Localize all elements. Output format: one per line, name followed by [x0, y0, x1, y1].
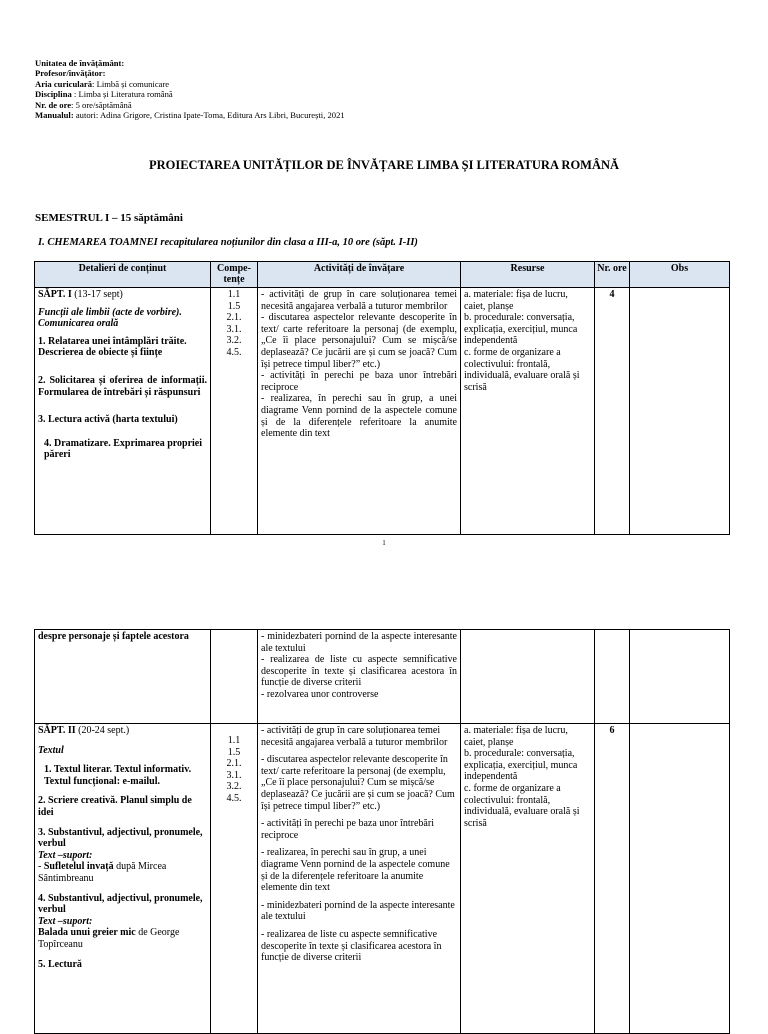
continuation-resources	[461, 630, 595, 724]
week2-topic: Textul	[38, 744, 64, 756]
table-row	[35, 630, 730, 724]
week2-hours: 6	[595, 724, 630, 1034]
planning-table-page2	[34, 629, 730, 1034]
week2-item-4: 4. Substantivul, adjectivul, pronumele, verbul	[38, 892, 203, 916]
week1-item-1: 1. Relatarea unei întâmplări trăite. Descrierea de obiecte și ființe	[38, 335, 187, 359]
hours-line: Nr. de ore: 5 ore/săptămână	[35, 99, 132, 110]
week1-content: SĂPT. I (13-17 sept) Funcții ale limbii (acte de vorbire). Comunicarea orală 1. Relatarea unei întâmplări trăite. Descrierea de obiecte și ființe 2. Solicitarea și oferirea de informații. Formularea de întrebări și răspunsuri 3. Lectura activă (harta textului) 4. Dramatizare. Exprimarea propriei păreri	[35, 288, 211, 535]
week2-obs	[630, 724, 730, 1034]
week1-resources: a. materiale: fișa de lucru, caiet, planșe b. procedurale: conversația, explicația, exercițiul, munca independentă c. forme de organizare a colectivului: frontală, individuală, evaluare orală și scrisă	[461, 288, 595, 535]
continuation-content: despre personaje și faptele acestora	[35, 630, 211, 724]
week1-item-4: 4. Dramatizare. Exprimarea propriei păreri	[44, 437, 203, 461]
discipline-line: Disciplina : Limba și Literatura română	[35, 89, 173, 100]
col-header-resources: Resurse	[461, 262, 595, 288]
col-header-obs: Obs	[630, 262, 730, 288]
document-header	[35, 58, 345, 120]
week2-competences: 1.1 1.5 2.1. 3.1. 3.2. 4.5.	[211, 724, 258, 1034]
week2-resources: a. materiale: fișa de lucru, caiet, planșe b. procedurale: conversația, explicația, exercițiul, munca independentă c. forme de organizare a colectivului: frontală, individuală, evaluare orală și scrisă	[461, 724, 595, 1034]
manual-line: Manualul: autori: Adina Grigore, Cristina Ipate-Toma, Editura Ars Libri, București, 2021	[35, 110, 345, 121]
week1-item-2: 2. Solicitarea și oferirea de informații. Formularea de întrebări și răspunsuri	[38, 374, 207, 398]
unit-heading: I. CHEMAREA TOAMNEI recapitularea noțiunilor din clasa a III-a, 10 ore (săpt. I-II)	[38, 237, 418, 248]
col-header-competences: Compe-tențe	[211, 262, 258, 288]
week2-item-3: 3. Substantivul, adjectivul, pronumele, verbul	[38, 826, 203, 850]
week2-support-text-2: Balada unui greier mic de George Topîrceanu	[38, 927, 180, 950]
col-header-hours: Nr. ore	[595, 262, 630, 288]
page-number: 1	[382, 539, 386, 547]
continuation-obs	[630, 630, 730, 724]
teacher-line: Profesor/învățător:	[35, 68, 106, 79]
week2-item-1: 1. Textul literar. Textul informativ. Textul funcțional: e-mailul.	[44, 764, 192, 787]
table-row	[35, 288, 730, 535]
week1-hours: 4	[595, 288, 630, 535]
planning-table-page1	[34, 261, 730, 535]
col-header-activities: Activități de învățare	[258, 262, 461, 288]
week2-title: SĂPT. II	[38, 725, 76, 736]
week1-item-3: 3. Lectura activă (harta textului)	[38, 414, 178, 426]
school-line: Unitatea de învățământ:	[35, 58, 125, 68]
semester-heading: SEMESTRUL I – 15 săptămâni	[35, 212, 183, 224]
table-row	[35, 724, 730, 1034]
week2-item-2: 2. Scriere creativă. Planul simplu de idei	[38, 795, 192, 818]
week1-activities: - activități de grup în care soluționarea temei necesită angajarea verbală a tuturor membrilor - discutarea aspectelor relevante descoperite în text/ carte referitoare la personaj (de exemplu, „Ce îi place personajului? Cum se mișcă/se deplasează? Ce jucării are și cum se joacă? Cum își petrece timpul liber?” etc.) - activități în perechi pe baza unor întrebări reciproce - realizarea, în perechi sau în grup, a unei diagrame Venn pornind de la aspectele comune și de la diferențele referitoare la anumite elemente din text	[258, 288, 461, 535]
week2-support-text-1: - Sufletelul invață după Mircea Sântimbreanu	[38, 861, 167, 884]
week2-activities: - activități de grup în care soluționarea temei necesită angajarea verbală a tuturor membrilor - discutarea aspectelor relevante descoperite în text/ carte referitoare la personaj (de exemplu, „Ce îi place personajului? Cum se mișcă/se deplasează? Ce jucării are și cum se joacă? Cum își petrece timpul liber?” etc.) - activități în perechi pe baza unor întrebări reciproce - realizarea, în perechi sau în grup, a unei diagrame Venn pornind de la aspectele comune și de la diferențele referitoare la anumite elemente din text - minidezbateri pornind de la aspecte interesante ale textului - realizarea de liste cu aspecte semnificative descoperite în texte și clasificarea acestora în funcție de diverse criterii	[258, 724, 461, 1034]
continuation-hours	[595, 630, 630, 724]
continuation-activities: - minidezbateri pornind de la aspecte interesante ale textului - realizarea de liste cu aspecte semnificative descoperite în texte și clasificarea acestora în funcție de diverse criterii - rezolvarea unor controverse	[258, 630, 461, 724]
col-header-content: Detalieri de conținut	[35, 262, 211, 288]
week2-content: SĂPT. II (20-24 sept.) Textul 1. Textul literar. Textul informativ. Textul funcțional: e-mailul. 2. Scriere creativă. Planul simplu de idei 3. Substantivul, adjectivul, pronumele, verbul Text –suport: - Sufletelul invață după Mircea Sântimbreanu 4. Substantivul, adjectivul, pronumele, verbul Text –suport: Balada unui greier mic de George Topîrceanu 5. Lectură	[35, 724, 211, 1034]
week2-support-label-1: Text –suport:	[38, 849, 93, 861]
week2-item-5: 5. Lectură	[38, 958, 82, 970]
area-line: Aria curiculară: Limbă și comunicare	[35, 78, 170, 89]
week1-topic: Funcții ale limbii (acte de vorbire). Comunicarea orală	[38, 306, 182, 330]
week1-title: SĂPT. I	[38, 289, 72, 300]
document-title: PROIECTAREA UNITĂȚILOR DE ÎNVĂȚARE LIMBA ȘI LITERATURA ROMÂNĂ	[148, 158, 620, 172]
week2-support-label-2: Text –suport:	[38, 915, 93, 927]
week1-competences: 1.1 1.5 2.1. 3.1. 3.2. 4.5.	[211, 288, 258, 535]
continuation-competences	[211, 630, 258, 724]
week1-obs	[630, 288, 730, 535]
